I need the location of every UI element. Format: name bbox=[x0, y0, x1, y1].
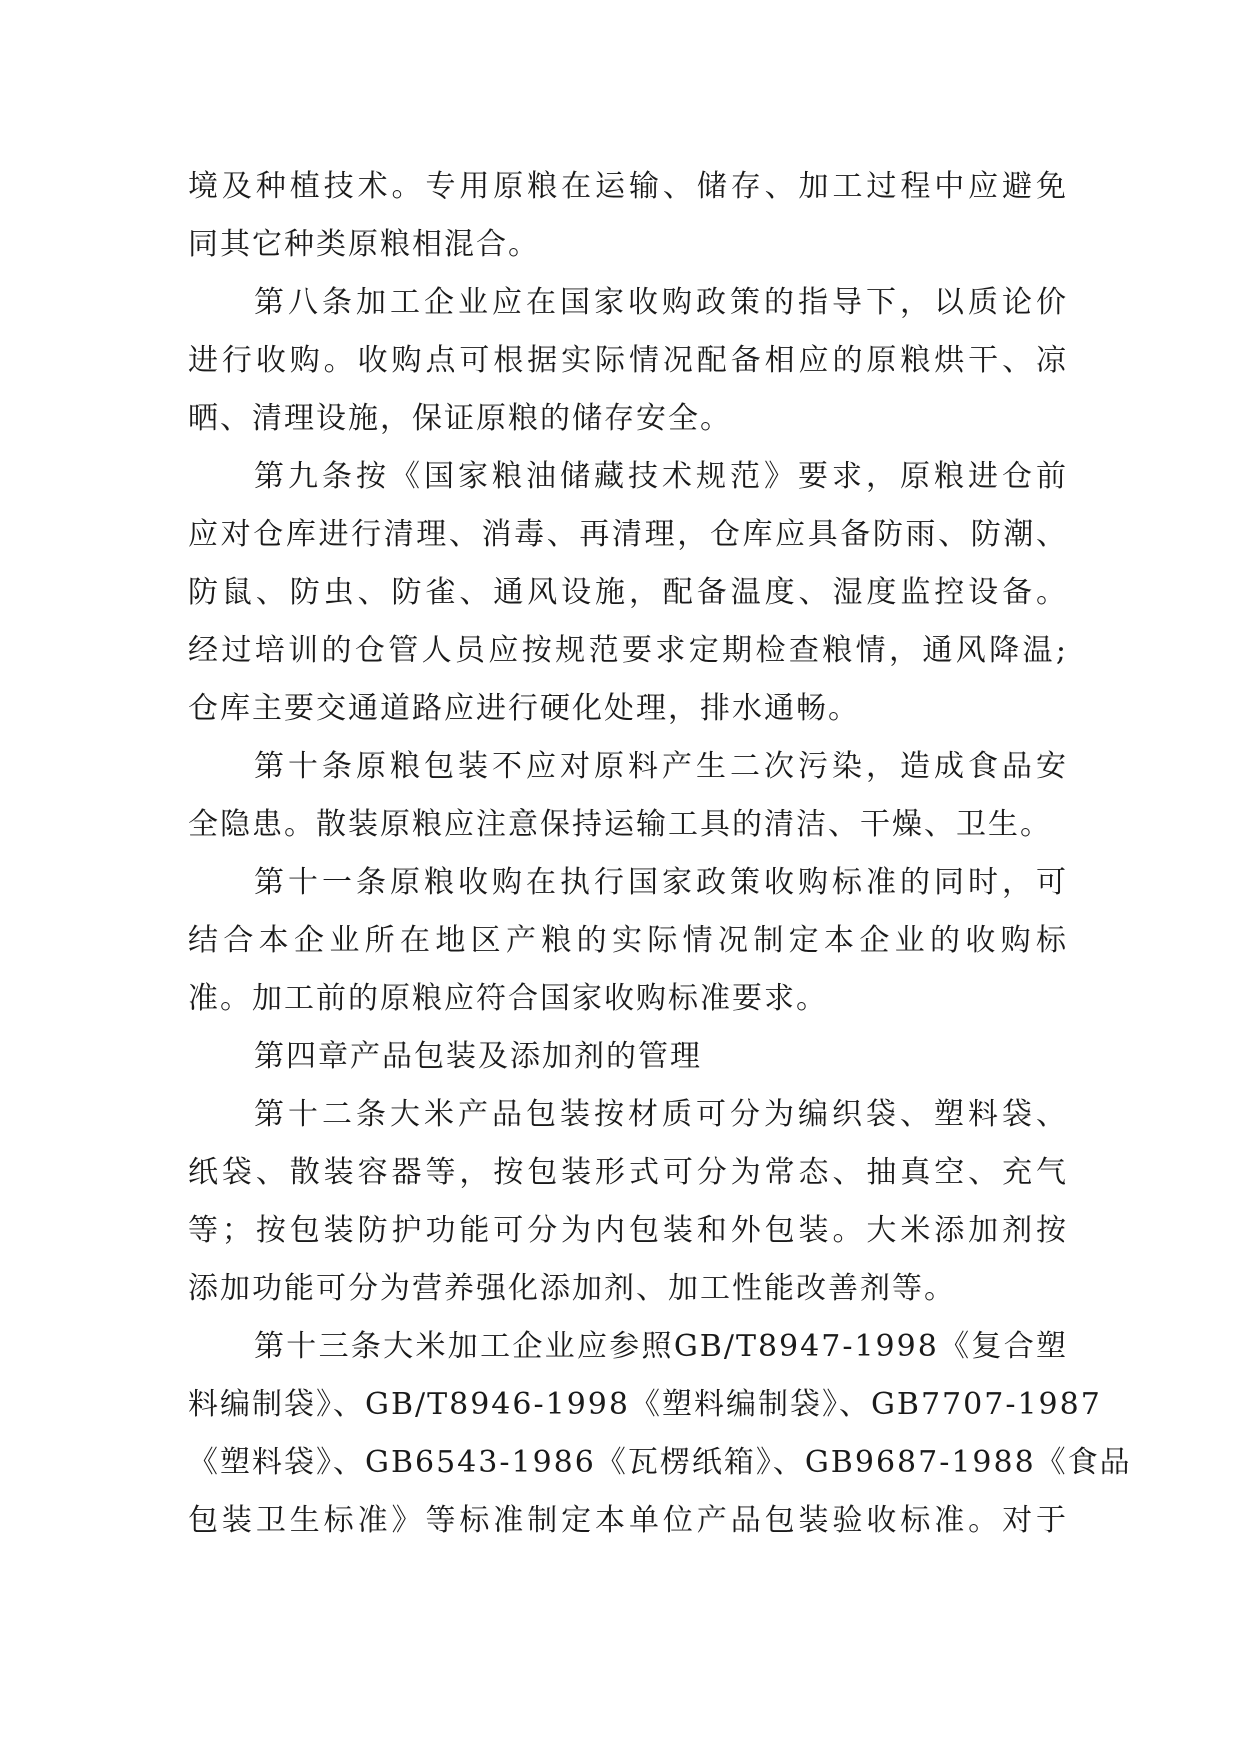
text-line: 第八条加工企业应在国家收购政策的指导下，以质论价 bbox=[254, 285, 1068, 320]
text-line: 纸袋、散装容器等，按包装形式可分为常态、抽真空、充气 bbox=[188, 1155, 1068, 1190]
text-line: 添加功能可分为营养强化添加剂、加工性能改善剂等。 bbox=[188, 1271, 956, 1306]
text-line: 第十三条大米加工企业应参照GB/T8947-1998《复合塑 bbox=[254, 1329, 1068, 1364]
text-line: 第十二条大米产品包装按材质可分为编织袋、塑料袋、 bbox=[254, 1097, 1068, 1132]
text-line: 结合本企业所在地区产粮的实际情况制定本企业的收购标 bbox=[188, 923, 1068, 958]
text-line: 第十一条原粮收购在执行国家政策收购标准的同时，可 bbox=[254, 865, 1068, 900]
text-line: 第九条按《国家粮油储藏技术规范》要求，原粮进仓前 bbox=[254, 459, 1068, 494]
text-line: 料编制袋》、GB/T8946-1998《塑料编制袋》、GB7707-1987 bbox=[188, 1387, 1102, 1422]
text-line: 《塑料袋》、GB6543-1986《瓦楞纸箱》、GB9687-1988《食品 bbox=[188, 1445, 1132, 1480]
text-line: 仓库主要交通道路应进行硬化处理，排水通畅。 bbox=[188, 691, 860, 726]
text-line: 第十条原粮包装不应对原料产生二次污染，造成食品安 bbox=[254, 749, 1068, 784]
text-line: 包装卫生标准》等标准制定本单位产品包装验收标准。对于 bbox=[188, 1503, 1068, 1538]
text-line: 准。加工前的原粮应符合国家收购标准要求。 bbox=[188, 981, 828, 1016]
text-line: 防鼠、防虫、防雀、通风设施，配备温度、湿度监控设备。 bbox=[188, 575, 1068, 610]
text-line: 同其它种类原粮相混合。 bbox=[188, 227, 540, 262]
text-line: 应对仓库进行清理、消毒、再清理，仓库应具备防雨、防潮、 bbox=[188, 517, 1068, 552]
text-line: 等；按包装防护功能可分为内包装和外包装。大米添加剂按 bbox=[188, 1213, 1068, 1248]
text-line: 进行收购。收购点可根据实际情况配备相应的原粮烘干、凉 bbox=[188, 343, 1068, 378]
text-line: 第四章产品包装及添加剂的管理 bbox=[254, 1039, 702, 1074]
text-line: 晒、清理设施，保证原粮的储存安全。 bbox=[188, 401, 732, 436]
text-line: 全隐患。散装原粮应注意保持运输工具的清洁、干燥、卫生。 bbox=[188, 807, 1052, 842]
document-body bbox=[188, 158, 1132, 1550]
text-line: 境及种植技术。专用原粮在运输、储存、加工过程中应避免 bbox=[188, 169, 1068, 204]
text-line: 经过培训的仓管人员应按规范要求定期检查粮情，通风降温; bbox=[188, 633, 1068, 668]
